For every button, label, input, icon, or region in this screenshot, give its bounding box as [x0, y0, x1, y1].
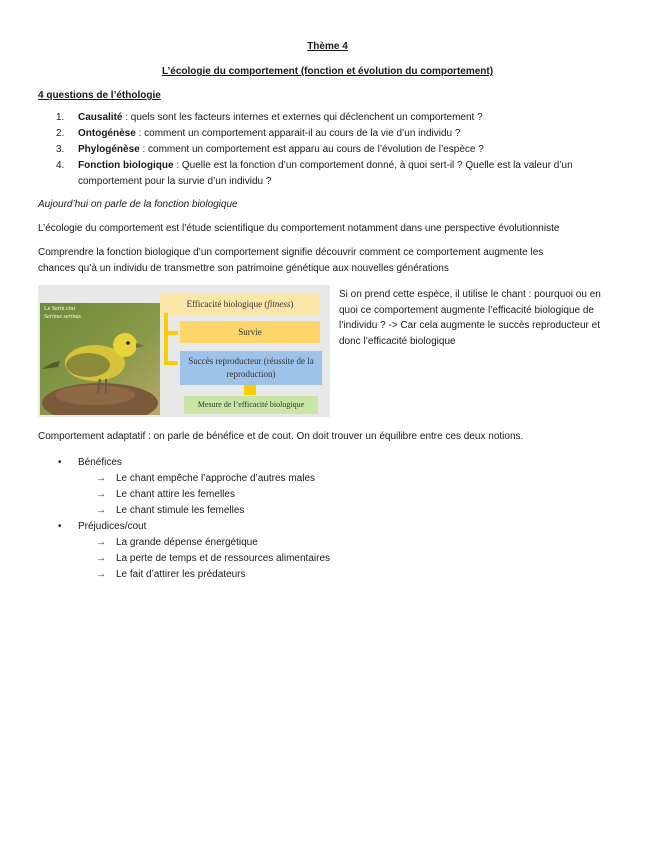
bullet-icon: •: [58, 521, 62, 532]
adaptive-behaviour-text: Comportement adaptatif : on parle de bénéfice et de cout. On doit trouver un équilibre entre ces deux notions.: [38, 431, 524, 442]
costs-heading: • Préjudices/cout: [78, 519, 146, 535]
question-text: : quels sont les facteurs internes et externes qui déclenchent un comportement ?: [122, 112, 483, 123]
question-term: Ontogénèse: [78, 128, 136, 139]
arrow-icon: →: [96, 473, 106, 484]
survival-box: Survie: [180, 321, 320, 343]
today-note: Aujourd’hui on parle de la fonction biologique: [38, 199, 238, 210]
arrow-icon: →: [96, 537, 106, 548]
photo-caption-latin: Serinus serinus: [44, 314, 81, 320]
question-text: : Quelle est la fonction d’un comportement donné, à quoi sert-il ? Quelle est la valeur d’un comportement pour la survie d’un individu ?: [78, 160, 573, 187]
question-text: : comment un comportement est apparu au cours de l’évolution de l’espèce ?: [139, 144, 484, 155]
benefits-heading: • Bénéfices: [78, 455, 122, 471]
page-title: L’écologie du comportement (fonction et évolution du comportement): [161, 66, 494, 77]
bullet-icon: •: [58, 457, 62, 468]
arrow-icon: →: [96, 489, 106, 500]
definition-text: L’écologie du comportement est l’étude scientifique du comportement notamment dans une perspective évolutionniste: [38, 223, 560, 234]
question-item: 2. Ontogénèse : comment un comportement apparait-il au cours de la vie d’un individu ?: [56, 128, 461, 139]
down-arrow-icon: [244, 385, 256, 395]
fitness-figure: [38, 285, 330, 417]
question-item: 4. Fonction biologique : Quelle est la fonction d’un comportement donné, à quoi sert-il ? Quelle est la valeur d’un comportement pour la survie d’un individu ?: [56, 160, 573, 187]
list-item: → Le chant empêche l’approche d’autres males: [96, 471, 315, 487]
benefits-items: [96, 471, 315, 519]
understanding-line-1: Comprendre la fonction biologique d’un comportement signifie découvrir comment ce comportement augmente les: [38, 247, 544, 258]
list-item: → La grande dépense énergétique: [96, 535, 330, 551]
list-item: → La perte de temps et de ressources alimentaires: [96, 551, 330, 567]
question-item: 1. Causalité : quels sont les facteurs internes et externes qui déclenchent un comportement ?: [56, 112, 483, 123]
reproductive-success-box: Succès reproducteur (réussite de la reproduction): [180, 351, 322, 385]
question-item: 3. Phylogénèse : comment un comportement est apparu au cours de l’évolution de l’espèce ?: [56, 144, 484, 155]
arrow-icon: →: [96, 553, 106, 564]
costs-list: [58, 519, 147, 535]
list-item: → Le chant stimule les femelles: [96, 503, 315, 519]
questions-list: [56, 110, 616, 190]
question-text: : comment un comportement apparait-il au cours de la vie d’un individu ?: [135, 128, 461, 139]
theme-heading: Thème 4: [307, 41, 348, 52]
question-term: Causalité: [78, 112, 123, 123]
question-term: Phylogénèse: [78, 144, 140, 155]
understanding-line-2: chances qu’à un individu de transmettre son patrimoine génétique aux nouvelles générations: [38, 263, 449, 274]
arrow-icon: →: [96, 505, 106, 516]
fitness-measure-box: Mesure de l’efficacité biologique: [184, 396, 318, 414]
connector-arrows: [158, 311, 192, 371]
photo-caption-common: Le Serin cini: [44, 306, 75, 312]
side-explanation: Si on prend cette espèce, il utilise le chant : pourquoi ou en quoi ce comportement augmente l’efficacité biologique de l’individu ? -> Car cela augmente le succès reproducteur et donc l’efficacité biologique: [339, 289, 601, 347]
questions-heading: 4 questions de l’éthologie: [38, 90, 161, 101]
list-item: → Le fait d’attirer les prédateurs: [96, 567, 330, 583]
bird-photo: [40, 303, 160, 415]
benefits-list: [58, 455, 122, 471]
costs-items: [96, 535, 330, 583]
list-item: → Le chant attire les femelles: [96, 487, 315, 503]
fitness-box: Efficacité biologique (fitness): [160, 293, 320, 315]
arrow-icon: →: [96, 569, 106, 580]
question-term: Fonction biologique: [78, 160, 174, 171]
